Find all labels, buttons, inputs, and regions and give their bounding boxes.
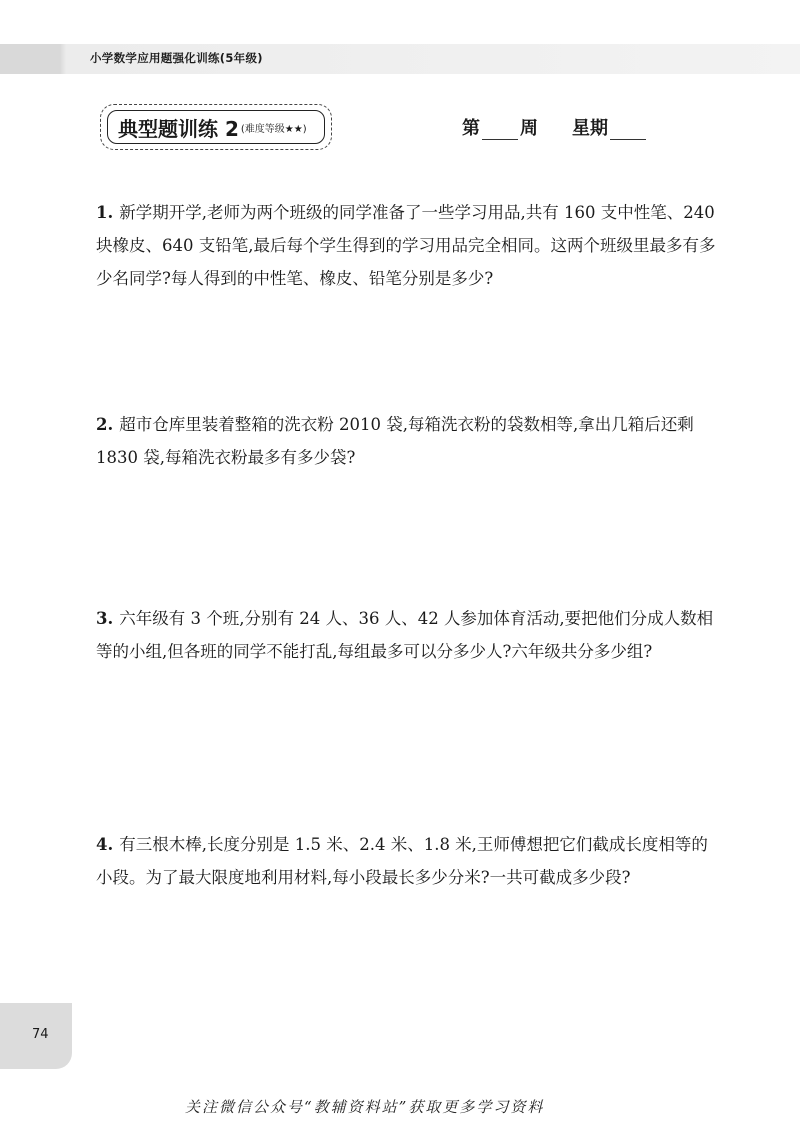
question-4 xyxy=(96,828,716,894)
footer-note: 关注微信公众号“教辅资料站”获取更多学习资料 xyxy=(185,1098,545,1116)
question-text: 有三根木棒,长度分别是 1.5 米、2.4 米、1.8 米,王师傅想把它们截成长度相等的小段。为了最大限度地利用材料,每小段最长多少分米?一共可截成多少段? xyxy=(96,835,708,887)
section-title-frame xyxy=(107,110,325,144)
question-2 xyxy=(96,408,716,474)
section-title-box xyxy=(100,104,332,150)
question-text: 新学期开学,老师为两个班级的同学准备了一些学习用品,共有 160 支中性笔、240 块橡皮、640 支铅笔,最后每个学生得到的学习用品完全相同。这两个班级里最多有多少名同学?每人得到的中性笔、橡皮、铅笔分别是多少? xyxy=(96,203,716,288)
question-text: 超市仓库里装着整箱的洗衣粉 2010 袋,每箱洗衣粉的袋数相等,拿出几箱后还剩 1830 袋,每箱洗衣粉最多有多少袋? xyxy=(96,415,694,467)
question-text: 六年级有 3 个班,分别有 24 人、36 人、42 人参加体育活动,要把他们分成人数相等的小组,但各班的同学不能打乱,每组最多可以分多少人?六年级共分多少组? xyxy=(96,609,714,661)
question-number: 4. xyxy=(96,835,114,854)
section-title: 典型题训练 2 xyxy=(118,116,239,141)
question-number: 1. xyxy=(96,203,114,222)
week-blank[interactable] xyxy=(482,119,518,140)
week-day-fields xyxy=(462,114,646,140)
difficulty-stars: ★★ xyxy=(284,123,303,135)
difficulty-label: (难度等级★★) xyxy=(240,123,307,135)
question-number: 2. xyxy=(96,415,114,434)
weekday-blank[interactable] xyxy=(610,119,646,140)
book-title: 小学数学应用题强化训练(5年级) xyxy=(90,51,263,65)
question-number: 3. xyxy=(96,609,114,628)
question-1 xyxy=(96,196,716,295)
page-number: 74 xyxy=(32,1027,49,1042)
week-prefix: 第 xyxy=(462,118,480,139)
weekday-label: 星期 xyxy=(572,118,608,139)
week-suffix: 周 xyxy=(520,118,538,139)
question-3 xyxy=(96,602,716,668)
